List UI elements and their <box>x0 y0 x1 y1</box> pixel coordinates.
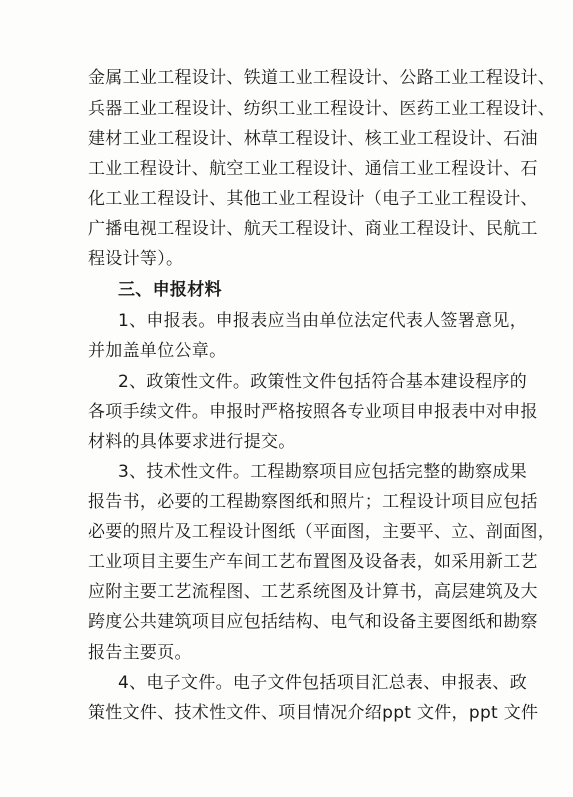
text-line: 工业项目主要生产车间工艺布置图及设备表，如采用新工艺 <box>88 552 538 572</box>
text-line: 金属工业工程设计、铁道工业工程设计、公路工业工程设计、 <box>88 68 556 88</box>
text-line: 工业工程设计、航空工业工程设计、通信工业工程设计、石 <box>88 159 538 179</box>
text-line: 并加盖单位公章。 <box>88 341 227 361</box>
text-line: 报告主要页。 <box>88 643 192 663</box>
text-line: 程设计等）。 <box>88 249 184 269</box>
text-line: 报告书，必要的工程勘察图纸和照片；工程设计项目应包括 <box>88 492 538 512</box>
text-line: 跨度公共建筑项目应包括结构、电气和设备主要图纸和勘察 <box>88 612 538 632</box>
text-line: 策性文件、技术性文件、项目情况介绍ppt 文件，ppt 文件 <box>88 703 539 723</box>
text-line: 1、申报表。申报表应当由单位法定代表人签署意见， <box>118 311 528 331</box>
section-heading: 三、申报材料 <box>118 280 222 300</box>
text-line: 建材工业工程设计、林草工程设计、核工业工程设计、石油 <box>88 129 538 149</box>
text-line: 必要的照片及工程设计图纸（平面图，主要平、立、剖面图， <box>88 522 556 542</box>
text-line: 2、政策性文件。政策性文件包括符合基本建设程序的 <box>118 372 528 392</box>
text-line: 兵器工业工程设计、纺织工业工程设计、医药工业工程设计、 <box>88 99 556 119</box>
text-line: 各项手续文件。申报时严格按照各专业项目申报表中对申报 <box>88 402 538 422</box>
text-line: 化工业工程设计、其他工业工程设计（电子工业工程设计、 <box>88 189 538 209</box>
text-line: 材料的具体要求进行提交。 <box>88 432 296 452</box>
text-line: 广播电视工程设计、航天工程设计、商业工程设计、民航工 <box>88 219 538 239</box>
text-line: 4、电子文件。电子文件包括项目汇总表、申报表、政 <box>118 673 528 693</box>
text-line: 应附主要工艺流程图、工艺系统图及计算书，高层建筑及大 <box>88 582 538 602</box>
text-line: 3、技术性文件。工程勘察项目应包括完整的勘察成果 <box>118 462 528 482</box>
